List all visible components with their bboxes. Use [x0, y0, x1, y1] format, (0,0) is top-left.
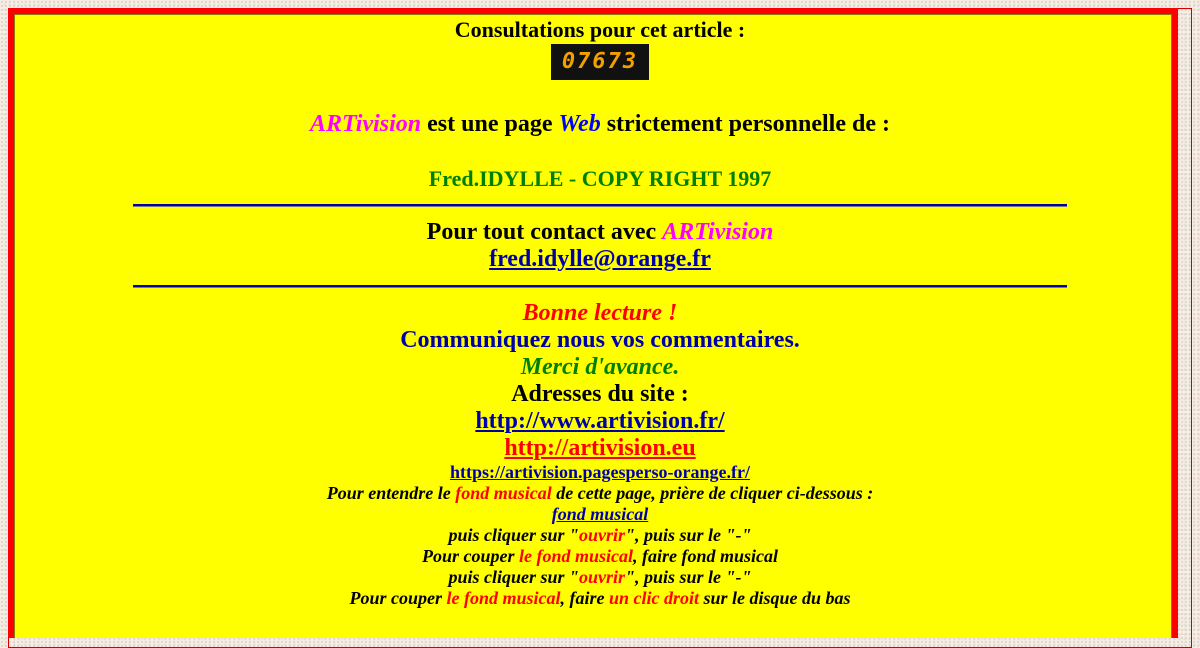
music-line-6-a: Pour couper: [349, 588, 447, 608]
music-line-5: [0, 567, 1200, 588]
fond-musical-link[interactable]: fond musical: [551, 504, 649, 524]
intro-text-b: strictement personnelle de :: [600, 111, 890, 137]
intro-text-a: est une page: [421, 111, 559, 137]
communiquez: Communiquez nous vos commentaires.: [400, 327, 800, 353]
contact-line: [0, 219, 1200, 246]
intro-line: [0, 111, 1200, 138]
music-line-5-red: ouvrir: [579, 567, 626, 587]
merci: Merci d'avance.: [520, 354, 680, 380]
divider-bottom: [133, 285, 1067, 288]
music-line-3-red: ouvrir: [579, 525, 626, 545]
email-link[interactable]: fred.idylle@orange.fr: [489, 246, 711, 272]
link-orange[interactable]: https://artivision.pagesperso-orange.fr/: [450, 462, 750, 482]
visit-counter: [551, 44, 649, 80]
counter-value: 07673: [561, 49, 639, 74]
music-line-4-a: Pour couper: [421, 546, 519, 566]
divider-top: [133, 204, 1067, 207]
music-line-3-a: puis cliquer sur ": [448, 525, 579, 545]
counter-label: Consultations pour cet article :: [454, 17, 746, 42]
copyright: Fred.IDYLLE - COPY RIGHT 1997: [428, 166, 772, 191]
contact-text: Pour tout contact avec: [426, 219, 663, 245]
music-line-4-b: , faire fond musical: [633, 546, 779, 566]
web-word: Web: [558, 111, 601, 137]
music-line-4: [0, 546, 1200, 567]
music-line-1: [0, 483, 1200, 504]
main-content: [0, 16, 1200, 609]
music-line-5-a: puis cliquer sur ": [448, 567, 579, 587]
music-line-4-red: le fond musical: [518, 546, 633, 566]
music-line-3: [0, 525, 1200, 546]
music-line-1-red: fond musical: [455, 483, 552, 503]
music-line-6-red1: le fond musical: [446, 588, 561, 608]
contact-brand: ARTivision: [662, 219, 774, 245]
link-www[interactable]: http://www.artivision.fr/: [475, 408, 725, 434]
brand-name: ARTivision: [310, 111, 422, 137]
link-eu[interactable]: http://artivision.eu: [504, 435, 696, 461]
music-line-1-a: Pour entendre le: [326, 483, 456, 503]
music-line-5-b: ", puis sur le "-": [625, 567, 752, 587]
music-line-3-b: ", puis sur le "-": [625, 525, 752, 545]
music-line-1-b: de cette page, prière de cliquer ci-dessous :: [551, 483, 874, 503]
music-line-6-red2: un clic droit: [608, 588, 699, 608]
bonne-lecture: Bonne lecture !: [522, 300, 678, 326]
music-line-6-c: sur le disque du bas: [699, 588, 851, 608]
adresses-label: Adresses du site :: [511, 381, 689, 407]
music-line-6: [0, 588, 1200, 609]
music-line-6-b: , faire: [560, 588, 609, 608]
